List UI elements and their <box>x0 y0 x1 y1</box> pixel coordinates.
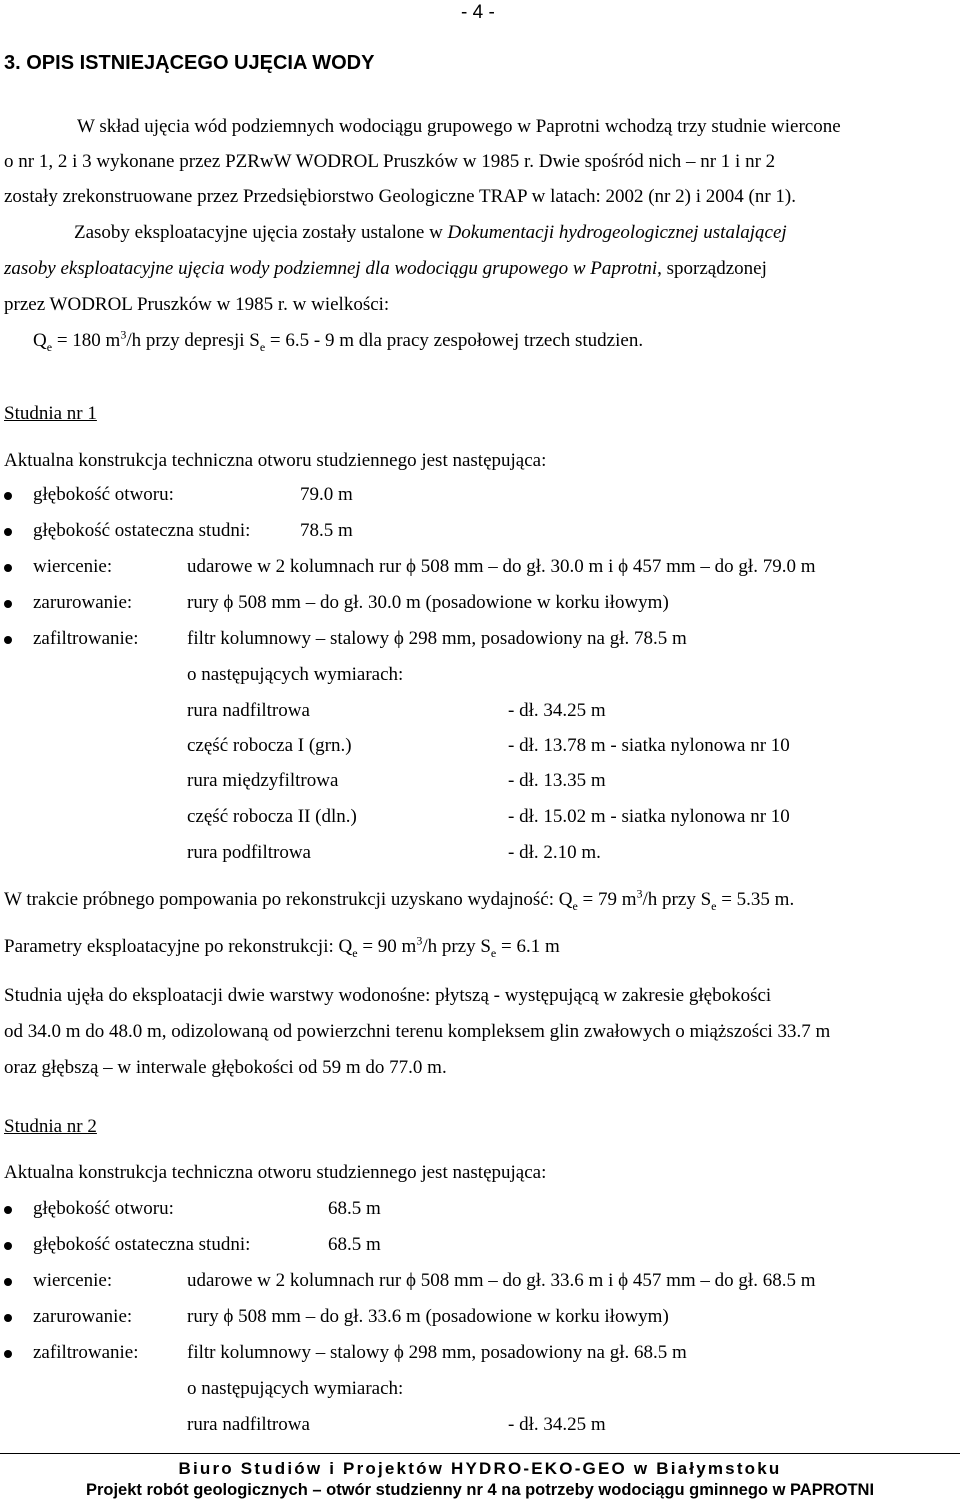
item-value: udarowe w 2 kolumnach rur ϕ 508 mm – do gł. 33.6 m i ϕ 457 mm – do gł. 68.5 m <box>187 1270 816 1291</box>
section-title: 3. OPIS ISTNIEJĄCEGO UJĘCIA WODY <box>4 52 375 74</box>
item-value: udarowe w 2 kolumnach rur ϕ 508 mm – do gł. 30.0 m i ϕ 457 mm – do gł. 79.0 m <box>187 556 816 577</box>
part-value: - dł. 13.35 m <box>508 770 606 791</box>
well1-layers-line-3: oraz głębszą – w interwale głębokości od 59 m do 77.0 m. <box>4 1057 447 1078</box>
intro-line-1: W skład ujęcia wód podziemnych wodociągu grupowego w Paprotni wchodzą trzy studnie wiercone <box>77 116 841 137</box>
bullet-icon <box>4 1278 12 1286</box>
item-value: rury ϕ 508 mm – do gł. 30.0 m (posadowione w korku iłowym) <box>187 592 669 613</box>
intro-line-3: zostały zrekonstruowane przez Przedsiębiorstwo Geologiczne TRAP w latach: 2002 (nr 2) i 2004 (nr 1). <box>4 186 796 207</box>
intro-line-5 <box>4 258 767 280</box>
item-label: wiercenie: <box>33 556 113 577</box>
item-label: zafiltrowanie: <box>33 628 139 649</box>
bullet-icon <box>4 1242 12 1250</box>
item-value: 78.5 m <box>300 520 353 541</box>
well2-dims-lead: o następujących wymiarach: <box>187 1378 404 1399</box>
well1-parameters: Parametry eksploatacyjne po rekonstrukcji: $Q_e = 90$ $m^3/h$ przy $S_e = 6.1$ m <box>4 933 560 960</box>
well1-test-result: W trakcie próbnego pompowania po rekonstrukcji uzyskano wydajność: $Q_e = 79$ $m^3/h$ przy $S_e = 5.35$ m. <box>4 886 795 913</box>
item-label: zarurowanie: <box>33 1306 133 1327</box>
bullet-icon <box>4 528 12 536</box>
intro-line-2: o nr 1, 2 i 3 wykonane przez PZRwW WODROL Pruszków w 1985 r. Dwie spośród nich – nr 1 i nr 2 <box>4 151 776 172</box>
item-label: głębokość ostateczna studni: <box>33 1234 251 1255</box>
part-name: rura międzyfiltrowa <box>187 770 339 791</box>
part-value: - dł. 34.25 m <box>508 700 606 721</box>
well2-title: Studnia nr 2 <box>4 1116 97 1137</box>
item-value: rury ϕ 508 mm – do gł. 33.6 m (posadowione w korku iłowym) <box>187 1306 669 1327</box>
part-name: rura nadfiltrowa <box>187 1414 310 1435</box>
bullet-icon <box>4 1314 12 1322</box>
item-label: głębokość otworu: <box>33 484 174 505</box>
bullet-icon <box>4 564 12 572</box>
part-name: część robocza I (grn.) <box>187 735 352 756</box>
item-label: zafiltrowanie: <box>33 1342 139 1363</box>
document-title-part1: Dokumentacji hydrogeologicznej ustalającej <box>447 222 787 243</box>
part-value: - dł. 34.25 m <box>508 1414 606 1435</box>
item-label: głębokość ostateczna studni: <box>33 520 251 541</box>
item-value: 79.0 m <box>300 484 353 505</box>
bullet-icon <box>4 1206 12 1214</box>
item-value: filtr kolumnowy – stalowy ϕ 298 mm, posadowiony na gł. 68.5 m <box>187 1342 687 1363</box>
bullet-icon <box>4 636 12 644</box>
part-value: - dł. 2.10 m. <box>508 842 601 863</box>
well1-dims-lead: o następujących wymiarach: <box>187 664 404 685</box>
footer-company: Biuro Studiów i Projektów HYDRO-EKO-GEO w Białymstoku <box>178 1459 782 1478</box>
bullet-icon <box>4 1350 12 1358</box>
part-name: część robocza II (dln.) <box>187 806 357 827</box>
document-title-part2: zasoby eksploatacyjne ujęcia wody podziemnej dla wodociągu grupowego w Paprotni <box>4 258 658 279</box>
item-value: 68.5 m <box>328 1198 381 1219</box>
intro-yield-formula: $Q_e = 180$ $m^3/h$ przy depresji $S_e = 6.5 - 9$ m dla pracy zespołowej trzech studzien. <box>33 327 644 354</box>
part-name: rura nadfiltrowa <box>187 700 310 721</box>
part-value: - dł. 15.02 m - siatka nylonowa nr 10 <box>508 806 790 827</box>
well1-layers-line-1: Studnia ujęła do eksploatacji dwie warstwy wodonośne: płytszą - występującą w zakresie głębokości <box>4 985 772 1006</box>
bullet-icon <box>4 492 12 500</box>
item-label: zarurowanie: <box>33 592 133 613</box>
item-label: wiercenie: <box>33 1270 113 1291</box>
page-number: - 4 - <box>461 2 495 23</box>
well1-layers-line-2: od 34.0 m do 48.0 m, odizolowaną od powierzchni terenu kompleksem glin zwałowych o miąższości 33.7 m <box>4 1021 831 1042</box>
intro-line-4 <box>74 222 787 244</box>
part-name: rura podfiltrowa <box>187 842 311 863</box>
footer-divider <box>0 1453 960 1454</box>
well2-lead: Aktualna konstrukcja techniczna otworu studziennego jest następująca: <box>4 1162 547 1183</box>
intro-line-5-text: , sporządzonej <box>657 258 767 279</box>
item-value: 68.5 m <box>328 1234 381 1255</box>
intro-line-4-text: Zasoby eksploatacyjne ujęcia zostały ustalone w <box>74 222 448 243</box>
intro-line-6: przez WODROL Pruszków w 1985 r. w wielkości: <box>4 294 390 315</box>
bullet-icon <box>4 600 12 608</box>
well1-lead: Aktualna konstrukcja techniczna otworu studziennego jest następująca: <box>4 450 547 471</box>
item-value: filtr kolumnowy – stalowy ϕ 298 mm, posadowiony na gł. 78.5 m <box>187 628 687 649</box>
well1-title: Studnia nr 1 <box>4 403 97 424</box>
item-label: głębokość otworu: <box>33 1198 174 1219</box>
part-value: - dł. 13.78 m - siatka nylonowa nr 10 <box>508 735 790 756</box>
footer-project: Projekt robót geologicznych – otwór studzienny nr 4 na potrzeby wodociągu gminnego w PAPROTNI <box>85 1481 875 1499</box>
